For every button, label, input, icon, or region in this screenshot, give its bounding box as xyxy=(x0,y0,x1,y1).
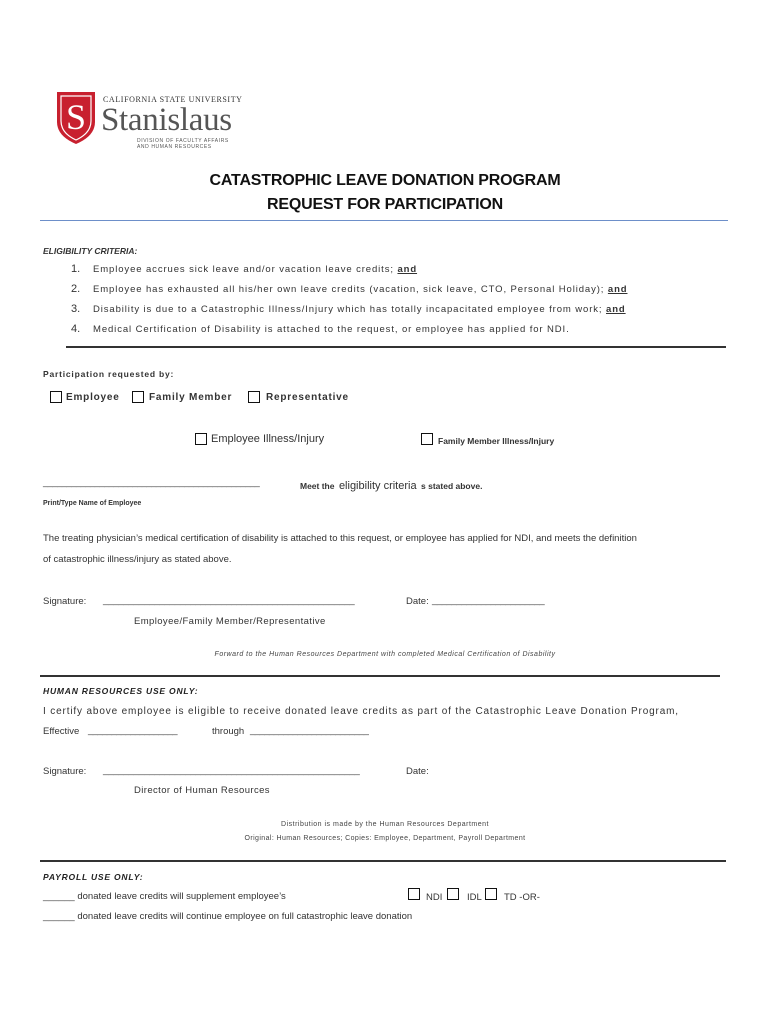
hr-divider xyxy=(40,675,720,677)
logo-sub-line-2: AND HUMAN RESOURCES xyxy=(137,144,212,150)
logo-top-line: CALIFORNIA STATE UNIVERSITY xyxy=(103,95,243,104)
name-caption: Print/Type Name of Employee xyxy=(43,500,142,507)
signature-field[interactable]: _________________________________________________ xyxy=(103,595,355,606)
distribution-copies: Original: Human Resources; Copies: Employee, Department, Payroll Department xyxy=(244,835,526,842)
payroll-line-1: ______ donated leave credits will supplement employee’s xyxy=(43,891,286,902)
criteria-item-1: Employee accrues sick leave and/or vacation leave credits; and xyxy=(93,264,418,275)
td-label: TD -OR- xyxy=(504,892,540,903)
employee-illness-checkbox[interactable] xyxy=(195,433,207,445)
hr-signature-field[interactable]: __________________________________________________ xyxy=(103,765,360,776)
hr-date-label: Date: xyxy=(406,766,429,777)
title-rule xyxy=(40,220,728,221)
through-label: through xyxy=(212,726,245,737)
physician-statement-line-2: of catastrophic illness/injury as stated above. xyxy=(43,554,232,565)
payroll-divider xyxy=(40,860,726,862)
criteria-num-4: 4. xyxy=(71,323,81,335)
representative-checkbox[interactable] xyxy=(248,391,260,403)
distribution-note: Distribution is made by the Human Resources Department xyxy=(281,821,489,828)
shield-logo-icon xyxy=(55,88,97,146)
family-member-option-label: Family Member xyxy=(149,392,233,403)
through-date-field[interactable]: _________________________ xyxy=(250,725,369,736)
effective-date-field[interactable]: ___________________ xyxy=(88,725,177,736)
eligibility-divider xyxy=(66,346,726,348)
criteria-num-1: 1. xyxy=(71,263,81,275)
family-member-checkbox[interactable] xyxy=(132,391,144,403)
employee-illness-label: Employee Illness/Injury xyxy=(211,433,325,445)
eligibility-statement: Meet the eligibility criteria s stated above. xyxy=(300,480,483,492)
forward-note: Forward to the Human Resources Department with completed Medical Certification of Disability xyxy=(214,651,556,658)
employee-name-field[interactable]: ______________________________________________ xyxy=(43,477,260,487)
ndi-checkbox[interactable] xyxy=(408,888,420,900)
university-logo xyxy=(55,88,243,150)
logo-name: Stanislaus xyxy=(101,102,232,138)
criteria-item-3: Disability is due to a Catastrophic Illness/Injury which has totally incapacitated employee from work; and xyxy=(93,304,626,315)
date-field[interactable]: _______________________ xyxy=(432,595,545,606)
criteria-item-4: Medical Certification of Disability is attached to the request, or employee has applied for NDI. xyxy=(93,324,570,335)
payroll-line-2: ______ donated leave credits will continue employee on full catastrophic leave donation xyxy=(43,911,413,922)
criteria-num-2: 2. xyxy=(71,283,81,295)
representative-option-label: Representative xyxy=(266,392,349,403)
criteria-num-3: 3. xyxy=(71,303,81,315)
idl-label: IDL xyxy=(467,892,482,903)
ndi-label: NDI xyxy=(426,892,443,903)
hr-heading: HUMAN RESOURCES USE ONLY: xyxy=(43,686,199,696)
logo-sub-line-1: DIVISION OF FACULTY AFFAIRS xyxy=(137,138,229,144)
td-checkbox[interactable] xyxy=(485,888,497,900)
criteria-item-2: Employee has exhausted all his/her own leave credits (vacation, sick leave, CTO, Personal Holiday); and xyxy=(93,284,628,295)
employee-option-label: Employee xyxy=(66,392,120,403)
continue-credits-field[interactable]: ______ xyxy=(43,911,75,922)
page-title-line-2: REQUEST FOR PARTICIPATION xyxy=(267,196,503,213)
signature-caption: Employee/Family Member/Representative xyxy=(134,616,326,627)
idl-checkbox[interactable] xyxy=(447,888,459,900)
page-title-line-1: CATASTROPHIC LEAVE DONATION PROGRAM xyxy=(209,172,561,189)
family-illness-label: Family Member Illness/Injury xyxy=(438,436,555,446)
payroll-heading: PAYROLL USE ONLY: xyxy=(43,872,144,882)
effective-label: Effective xyxy=(43,726,80,737)
employee-checkbox[interactable] xyxy=(50,391,62,403)
family-illness-checkbox[interactable] xyxy=(421,433,433,445)
svg-text:S: S xyxy=(65,97,87,137)
physician-statement-line-1: The treating physician’s medical certification of disability is attached to this request, or employee has applied for NDI, and meets the definition xyxy=(43,533,637,544)
participation-label: Participation requested by: xyxy=(43,369,175,379)
hr-certify-statement: I certify above employee is eligible to receive donated leave credits as part of the Catastrophic Leave Donation Program, xyxy=(43,706,679,717)
hr-signature-label: Signature: xyxy=(43,766,87,777)
supplement-credits-field[interactable]: ______ xyxy=(43,891,75,902)
eligibility-heading: ELIGIBILITY CRITERIA: xyxy=(43,246,138,256)
date-label: Date: xyxy=(406,596,429,607)
signature-label: Signature: xyxy=(43,596,87,607)
hr-signature-caption: Director of Human Resources xyxy=(134,785,270,796)
